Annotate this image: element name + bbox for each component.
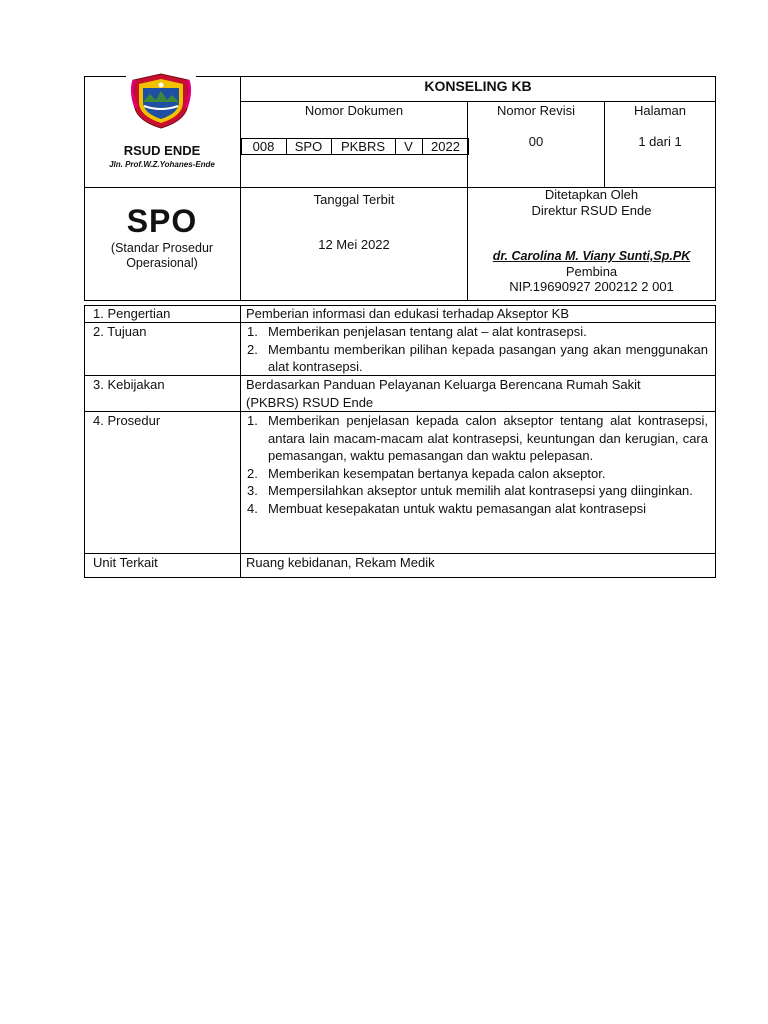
hospital-name: RSUD ENDE [123, 143, 201, 158]
list-item [242, 482, 708, 500]
signer-nip: NIP.19690927 200212 2 001 [509, 279, 674, 294]
list-item-number: 2. [247, 465, 258, 481]
doc-number-part: V [404, 139, 413, 154]
list-item-text: Memberikan kesempatan bertanya kepada calon akseptor. [268, 465, 606, 481]
list-item-number: 3. [247, 483, 258, 498]
spo-subtitle-line2: Operasional) [126, 256, 198, 270]
list-item-number: 4. [247, 500, 258, 516]
signer-name: dr. Carolina M. Viany Sunti,Sp.PK [492, 249, 691, 263]
document-title: KONSELING KB [424, 78, 532, 94]
list-item-number: 2. [247, 341, 258, 357]
list-item [242, 323, 708, 341]
row-label-unit-terkait: Unit Terkait [93, 555, 158, 570]
list-item [242, 412, 708, 465]
revision-value: 00 [528, 134, 544, 149]
signer-rank: Pembina [565, 264, 618, 279]
row-label-pengertian: 1. Pengertian [93, 306, 171, 321]
doc-number-part: 008 [252, 139, 275, 154]
body-right-border [715, 305, 716, 578]
title-divider [240, 101, 716, 102]
list-item-number: 1. [247, 324, 258, 339]
list-item [242, 341, 708, 376]
unit-terkait-text: Ruang kebidanan, Rekam Medik [246, 555, 435, 570]
hospital-address: Jln. Prof.W.Z.Yohanes-Ende [109, 160, 215, 169]
list-item-text: Membuat kesepakatan untuk waktu pemasangan alat kontrasepsi [268, 500, 646, 516]
page-value: 1 dari 1 [638, 134, 682, 149]
list-item-text: Mempersilahkan akseptor untuk memilih alat kontrasepsi yang diinginkan. [268, 483, 693, 498]
doc-number-part: SPO [294, 139, 323, 154]
body-column-divider [240, 305, 241, 578]
doc-number-label: Nomor Dokumen [304, 103, 404, 118]
list-item-number: 1. [247, 413, 258, 428]
page-label: Halaman [633, 103, 687, 118]
list-item [242, 500, 708, 518]
list-item-text: Membantu memberikan pilihan kepada pasangan yang akan menggunakan alat kontrasepsi. [268, 341, 708, 374]
doc-number-part: PKBRS [340, 139, 386, 154]
prosedur-list [242, 412, 708, 517]
doc-number-boxes [241, 138, 469, 156]
issue-date: 12 Mei 2022 [318, 237, 390, 252]
revision-label: Nomor Revisi [496, 103, 575, 118]
rsud-ende-logo-icon [130, 72, 192, 130]
spo-subtitle-line1: (Standar Prosedur [110, 241, 214, 255]
approved-by-line1: Ditetapkan Oleh [544, 187, 639, 202]
list-item [242, 465, 708, 483]
tujuan-list [242, 323, 708, 376]
body-left-border [84, 305, 85, 578]
kebijakan-text: Berdasarkan Panduan Pelayanan Keluarga Berencana Rumah Sakit (PKBRS) RSUD Ende [246, 377, 641, 410]
list-item-text: Memberikan penjelasan kepada calon akseptor tentang alat kontrasepsi, antara lain macam-macam alat kontrasepsi, keuntungan dan kerugian, cara pemasangan, waktu pemasangan dan waktu pelepasan. [268, 413, 708, 463]
list-item-text: Memberikan penjelasan tentang alat – alat kontrasepsi. [268, 324, 587, 339]
doc-number-part: 2022 [431, 139, 460, 154]
row-label-tujuan: 2. Tujuan [93, 324, 147, 339]
body-bottom-border [84, 577, 716, 578]
issue-date-label: Tanggal Terbit [313, 192, 395, 207]
spo-title: SPO [126, 203, 198, 239]
row-label-kebijakan: 3. Kebijakan [93, 377, 165, 392]
pengertian-text: Pemberian informasi dan edukasi terhadap Akseptor KB [246, 306, 570, 321]
header-right-border [715, 76, 716, 301]
approved-by-line2: Direktur RSUD Ende [531, 203, 652, 218]
header-bottom-border [84, 300, 716, 301]
row-label-prosedur: 4. Prosedur [93, 413, 161, 428]
